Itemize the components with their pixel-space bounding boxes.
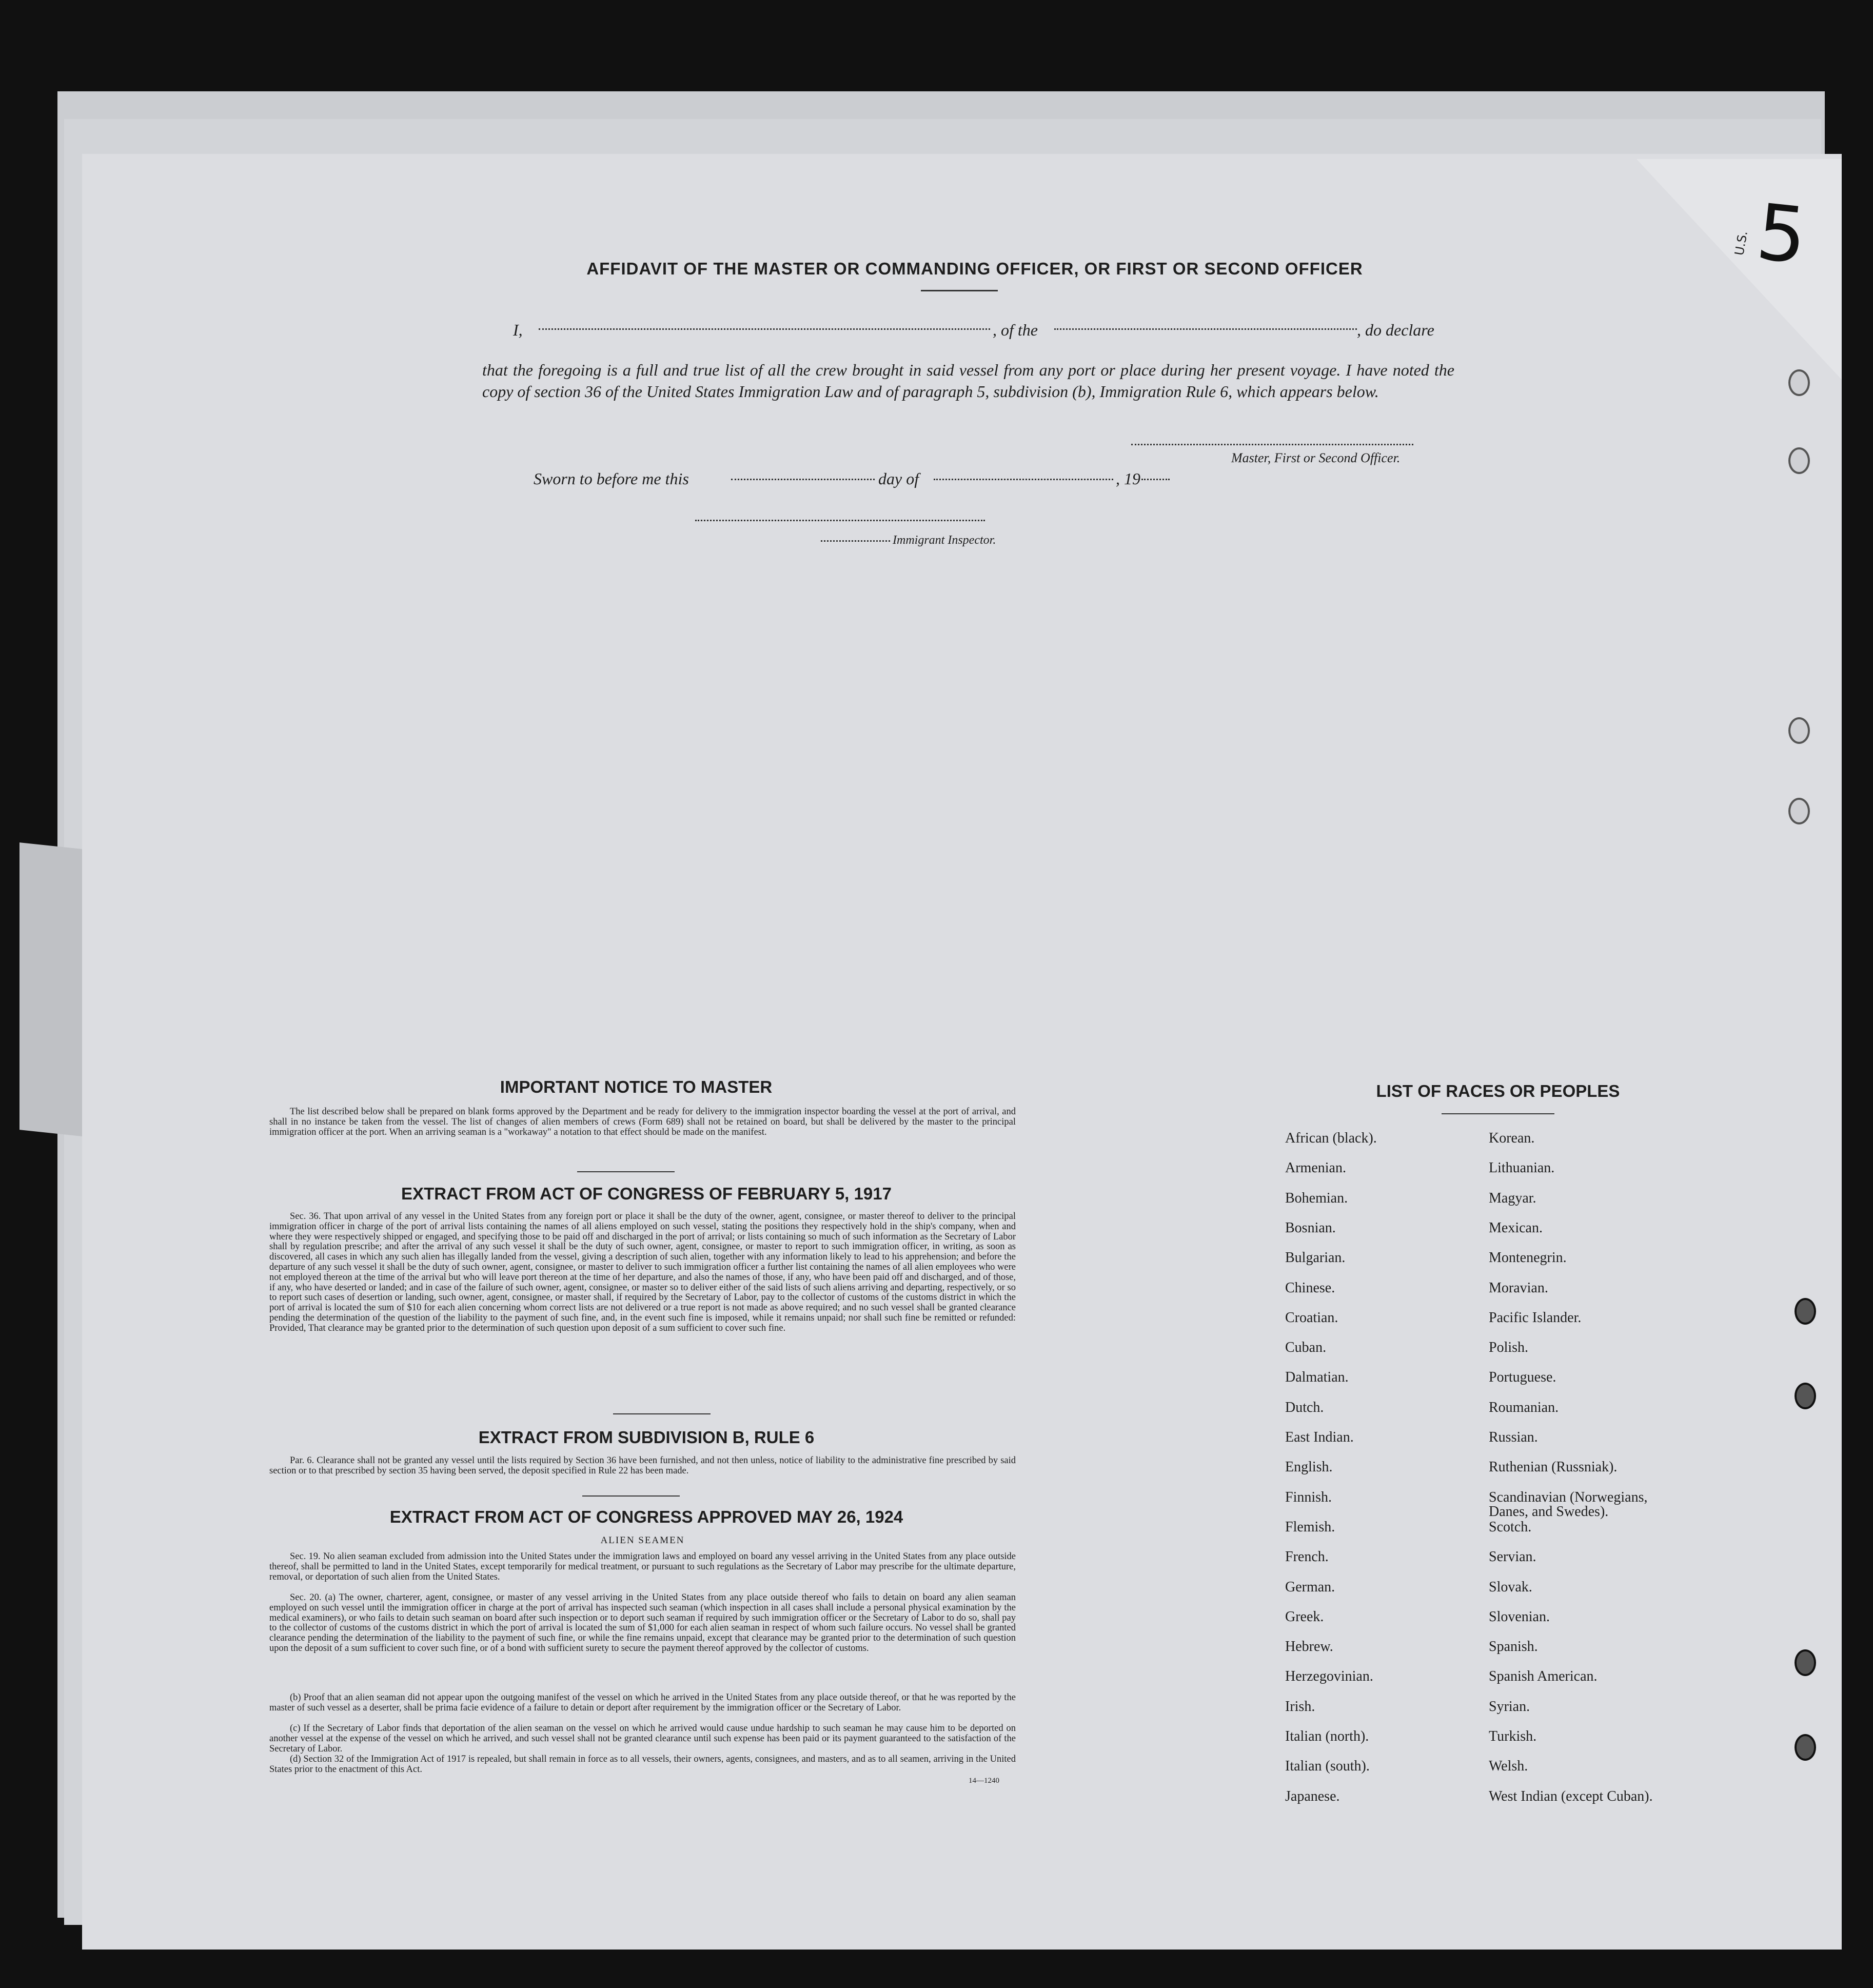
punch-hole [1788,717,1810,744]
race-item: Spanish American. [1489,1668,1598,1685]
race-item: Turkish. [1489,1728,1537,1744]
inspector-label: Immigrant Inspector. [893,534,996,547]
affidavit-i: I, [513,321,523,339]
master-signature-label: Master, First or Second Officer. [1231,450,1401,465]
races-heading-rule [1442,1113,1554,1114]
extract-rule6-heading: EXTRACT FROM SUBDIVISION B, RULE 6 [478,1428,815,1447]
inspector-dot-lead [821,540,890,542]
race-item: Spanish. [1489,1639,1538,1655]
master-signature-line [1131,444,1413,445]
extract-1924-sec20c: (c) If the Secretary of Labor finds that deportation of the alien seaman on the vessel on which he arrived would cause undue hardship to such seaman he may cause him to be deported on another vessel at the expense of the vessel on which he arrived, and such vessel shall not be granted clearance until such expense has been paid or its payment guaranteed to the satisfaction of the Secretary of Labor. [269,1723,1016,1754]
race-item: Irish. [1285,1698,1315,1715]
sworn-year: , 19 [1116,469,1140,488]
race-item: Slovak. [1489,1579,1532,1595]
races-heading: LIST OF RACES OR PEOPLES [1376,1081,1620,1100]
race-item: Flemish. [1285,1519,1335,1535]
extract-1924-sec20d: (d) Section 32 of the Immigration Act of 1917 is repealed, but shall remain in force as to all vessels, their owners, agents, consignees, and masters, and as to all seamen, arriving in the United States prior to the enactment of this Act. [269,1754,1016,1775]
race-item: Italian (north). [1285,1728,1369,1744]
race-item: Ruthenian (Russniak). [1489,1459,1618,1475]
sworn-prefix: Sworn to before me this [534,469,689,488]
vessel-name-blank [1054,328,1357,330]
punch-hole [1788,369,1810,396]
race-item: Montenegrin. [1489,1250,1567,1266]
race-item: Herzegovinian. [1285,1668,1373,1685]
race-item: Moravian. [1489,1280,1548,1296]
race-item: Chinese. [1285,1280,1335,1296]
notice-text: The list described below shall be prepared on blank forms approved by the Department and be ready for delivery to the immigration inspector boarding the vessel at the port of arrival, and shall in no instance be taken from the vessel. The list of changes of alien members of crews (Form 689) shall not be retained on board, but shall be delivered by the master to the principal immigration officer at the port. When an arriving seaman is a "workaway" a notation to that effect should be made on the manifest. [269,1107,1016,1137]
race-item: Russian. [1489,1429,1538,1445]
punch-hole [1788,447,1810,474]
extract-1924-sec20a: Sec. 20. (a) The owner, charterer, agent, consignee, or master of any vessel arriving in the United States from any place outside thereof who fails to detain on board any alien seaman employed on such vessel until the immigration officer in charge at the port of arrival has inspected such seaman (which inspection in all cases shall include a personal physical examination by the medical examiners), or who fails to detain such seaman on board after such inspection or to deport such seaman if required by such immigration officer or the Secretary of Labor to do so, shall pay to the collector of customs of the customs district in which the port of arrival is located the sum of $1,000 for each alien seaman in respect of whom such failure occurs. No vessel shall be granted clearance pending the determination of the liability to the payment of such fine, or while the fine remains unpaid, except that clearance may be granted prior to the determination of such question upon the deposit of a sum sufficient to cover such fine, or of a bond with sufficient surety to secure the payment thereof approved by the collector of customs. [269,1592,1016,1654]
race-item: Portuguese. [1489,1369,1556,1386]
race-item: Polish. [1489,1340,1529,1356]
race-item: French. [1285,1549,1329,1565]
punch-hole [1795,1383,1816,1409]
race-item: African (black). [1285,1130,1377,1146]
race-item: Croatian. [1285,1309,1338,1326]
extract-1924-subheading: ALIEN SEAMEN [600,1535,685,1546]
sworn-day-of: day of [878,469,919,488]
sworn-day-blank [731,479,875,480]
inspector-signature-line [695,520,985,521]
race-item: Bulgarian. [1285,1250,1346,1266]
race-item: Roumanian. [1489,1399,1559,1415]
race-item: Cuban. [1285,1340,1327,1356]
form-number: 14—1240 [969,1777,999,1785]
race-item: Finnish. [1285,1489,1332,1505]
race-item: Scotch. [1489,1519,1532,1535]
extract-1924-sec19: Sec. 19. No alien seaman excluded from admission into the United States under the immigration laws and employed on board any vessel arriving in the United States from any place outside thereof, shall be permitted to land in the United States, except temporarily for medical treatment, or pursuant to such regulations as the Secretary of Labor may prescribe for the ultimate departure, removal, or deportation of such alien from the United States. [269,1551,1016,1582]
race-item: Servian. [1489,1549,1536,1565]
section-rule [582,1495,680,1497]
race-item: Scandinavian (Norwegians, Danes, and Swedes). [1489,1489,1648,1520]
race-item: Italian (south). [1285,1758,1370,1775]
race-item: Magyar. [1489,1190,1536,1206]
extract-rule6-text: Par. 6. Clearance shall not be granted any vessel until the lists required by Section 36 have been furnished, and not then unless, notice of liability to the administrative fine prescribed by said section or to that prescribed by section 35 having been served, the deposit specified in Rule 22 has been made. [269,1455,1016,1476]
race-item: Slovenian. [1489,1608,1550,1625]
race-item: Dalmatian. [1285,1369,1349,1386]
punch-hole [1795,1734,1816,1761]
race-item: Hebrew. [1285,1639,1333,1655]
race-item: Mexican. [1489,1219,1543,1236]
affidavit-of-the: , of the [993,321,1038,339]
race-item: Japanese. [1285,1788,1340,1804]
affidavit-paragraph: that the foregoing is a full and true list of all the crew brought in said vessel from any port or place during her present voyage. I have noted the copy of section 36 of the United States Immigration Law and of paragraph 5, subdivision (b), Immigration Rule 6, which appears below. [482,361,1454,401]
race-item: English. [1285,1459,1333,1475]
race-item: Lithuanian. [1489,1160,1555,1176]
section-rule [577,1171,675,1172]
sworn-year-blank [1141,479,1170,480]
race-item: Bohemian. [1285,1190,1348,1206]
race-item: Greek. [1285,1608,1324,1625]
affidavit-declare: , do declare [1357,321,1434,339]
race-item: Pacific Islander. [1489,1309,1582,1326]
sworn-month-blank [934,479,1113,480]
page-number: 5 [1752,187,1811,282]
race-item: Dutch. [1285,1399,1324,1415]
extract-1917-text: Sec. 36. That upon arrival of any vessel in the United States from any foreign port or place it shall be the duty of the owner, agent, consignee, or master thereof to deliver to the principal immigration officer in charge of the port of arrival lists containing the names of all aliens employed on such vessel, stating the positions they respectively hold in the ship's company, when and where they were respectively shipped or engaged, and specifying those to be paid off and discharged in the port of arrival; or lists containing so much of such information as the Secretary of Labor shall by regulation prescribe; and after the arrival of any such vessel it shall be the duty of such owner, agent, consignee, or master to report to such immigration officer, in writing, as soon as discovered, all cases in which any such alien has illegally landed from the vessel, giving a description of such alien, together with any information likely to lead to his apprehension; and before the departure of any such vessel it shall be the duty of such owner, agent, consignee, or master to deliver to such immigration officer a further list containing the names of all alien employees who were not employed thereon at the time of the arrival but who will leave port thereon at the time of her departure, and also the names of those, if any, who have been paid off and discharged, and of those, if any, who have deserted or landed; and in case of the failure of such owner, agent, consignee, or master so to deliver either of the said lists of such aliens arriving and departing, respectively, or so to report such cases of desertion or landing, such owner, agent, consignee, or master shall, if required by the Secretary of Labor, pay to the collector of customs of the customs district in which the port of arrival is located the sum of $10 for each alien concerning whom correct lists are not delivered or a true report is not made as above required; and no such vessel shall be granted clearance pending the determination of the question of the liability to the payment of such fine, and, in the event such fine is imposed, while it remains unpaid; nor shall such fine be remitted or refunded: Provided, That clearance may be granted prior to the determination of such question upon deposit of a sum sufficient to cover such fine. [269,1211,1016,1333]
folded-corner [1637,159,1842,380]
extract-1924-sec20b: (b) Proof that an alien seaman did not appear upon the outgoing manifest of the vessel on which he arrived in the United States from any place outside thereof, or that he was reported by the master of such vessel as a deserter, shall be prima facie evidence of a failure to detain or deport after requirement by the immigration officer or the Secretary of Labor. [269,1692,1016,1713]
extract-1917-heading: EXTRACT FROM ACT OF CONGRESS OF FEBRUARY 5, 1917 [401,1184,892,1203]
race-item: Welsh. [1489,1758,1528,1775]
race-item: German. [1285,1579,1335,1595]
race-item: Korean. [1489,1130,1535,1146]
stamp-us: U.S. [1732,229,1750,257]
race-item: Bosnian. [1285,1219,1336,1236]
master-name-blank [539,328,990,330]
punch-hole [1795,1298,1816,1325]
punch-hole [1795,1649,1816,1676]
race-item: West Indian (except Cuban). [1489,1788,1653,1804]
race-item: Syrian. [1489,1698,1530,1715]
race-item: East Indian. [1285,1429,1354,1445]
section-rule [613,1413,711,1414]
affidavit-heading: AFFIDAVIT OF THE MASTER OR COMMANDING OFFICER, OR FIRST OR SECOND OFFICER [586,259,1363,278]
punch-hole [1788,798,1810,824]
extract-1924-heading: EXTRACT FROM ACT OF CONGRESS APPROVED MAY 26, 1924 [389,1507,903,1526]
notice-heading: IMPORTANT NOTICE TO MASTER [500,1077,773,1096]
race-item: Armenian. [1285,1160,1346,1176]
heading-rule [921,290,998,291]
